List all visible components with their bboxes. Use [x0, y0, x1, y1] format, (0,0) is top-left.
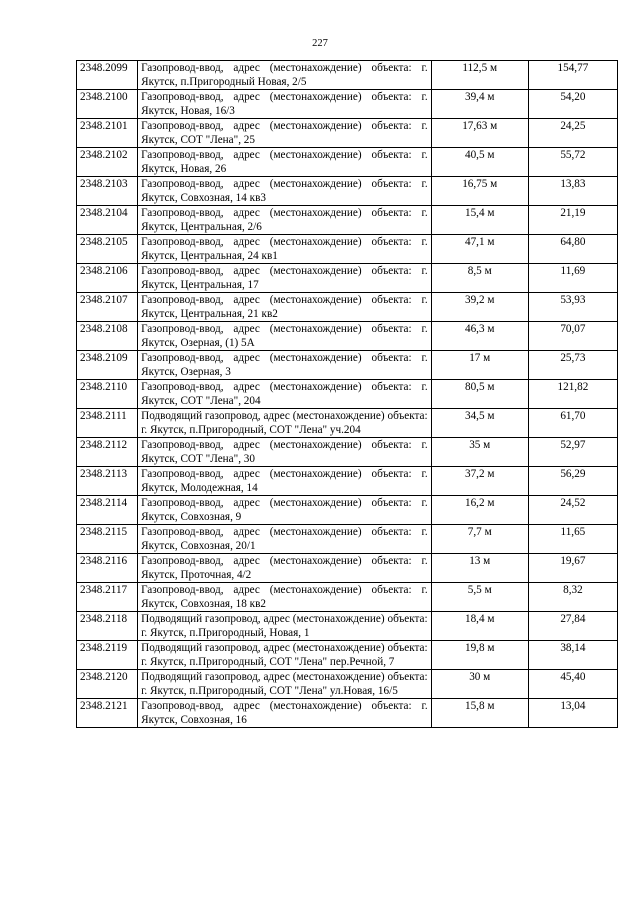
row-number-cell: 2348.2109	[77, 351, 138, 380]
row-description-cell: Газопровод-ввод, адрес (местонахождение) объекта: г. Якутск, Новая, 26	[138, 148, 432, 177]
row-value-cell: 19,67	[528, 554, 617, 583]
row-description-cell: Газопровод-ввод, адрес (местонахождение) объекта: г. Якутск, Центральная, 17	[138, 264, 432, 293]
row-value-cell: 11,69	[528, 264, 617, 293]
row-value-cell: 24,52	[528, 496, 617, 525]
table-row	[77, 61, 618, 90]
table-row	[77, 177, 618, 206]
table-row	[77, 583, 618, 612]
row-length-cell: 19,8 м	[431, 641, 528, 670]
row-number-cell: 2348.2114	[77, 496, 138, 525]
row-number-cell: 2348.2101	[77, 119, 138, 148]
row-number-cell: 2348.2118	[77, 612, 138, 641]
row-length-cell: 13 м	[431, 554, 528, 583]
row-description-cell: Газопровод-ввод, адрес (местонахождение) объекта: г. Якутск, Совхозная, 9	[138, 496, 432, 525]
row-number-cell: 2348.2116	[77, 554, 138, 583]
row-length-cell: 15,4 м	[431, 206, 528, 235]
table-row	[77, 496, 618, 525]
row-length-cell: 5,5 м	[431, 583, 528, 612]
row-value-cell: 21,19	[528, 206, 617, 235]
row-value-cell: 45,40	[528, 670, 617, 699]
table-row	[77, 206, 618, 235]
table-row	[77, 322, 618, 351]
row-description-cell: Газопровод-ввод, адрес (местонахождение) объекта: г. Якутск, СОТ "Лена", 204	[138, 380, 432, 409]
row-value-cell: 55,72	[528, 148, 617, 177]
table-row	[77, 119, 618, 148]
row-number-cell: 2348.2111	[77, 409, 138, 438]
row-value-cell: 13,04	[528, 699, 617, 728]
row-value-cell: 13,83	[528, 177, 617, 206]
row-value-cell: 8,32	[528, 583, 617, 612]
row-number-cell: 2348.2120	[77, 670, 138, 699]
table-row	[77, 293, 618, 322]
table-row	[77, 612, 618, 641]
row-number-cell: 2348.2115	[77, 525, 138, 554]
row-number-cell: 2348.2100	[77, 90, 138, 119]
registry-table	[76, 60, 618, 728]
row-length-cell: 47,1 м	[431, 235, 528, 264]
row-length-cell: 18,4 м	[431, 612, 528, 641]
row-number-cell: 2348.2121	[77, 699, 138, 728]
row-length-cell: 7,7 м	[431, 525, 528, 554]
row-description-cell: Подводящий газопровод, адрес (местонахождение) объекта: г. Якутск, п.Пригородный, СОТ "Лена" ул.Новая, 16/5	[138, 670, 432, 699]
row-value-cell: 11,65	[528, 525, 617, 554]
row-length-cell: 16,75 м	[431, 177, 528, 206]
row-number-cell: 2348.2102	[77, 148, 138, 177]
row-description-cell: Газопровод-ввод, адрес (местонахождение) объекта: г. Якутск, Молодежная, 14	[138, 467, 432, 496]
row-number-cell: 2348.2107	[77, 293, 138, 322]
row-value-cell: 56,29	[528, 467, 617, 496]
row-number-cell: 2348.2112	[77, 438, 138, 467]
row-value-cell: 154,77	[528, 61, 617, 90]
row-value-cell: 54,20	[528, 90, 617, 119]
row-description-cell: Подводящий газопровод, адрес (местонахождение) объекта: г. Якутск, п.Пригородный, СОТ "Лена" уч.204	[138, 409, 432, 438]
row-description-cell: Газопровод-ввод, адрес (местонахождение) объекта: г. Якутск, Новая, 16/3	[138, 90, 432, 119]
table-row	[77, 699, 618, 728]
row-length-cell: 80,5 м	[431, 380, 528, 409]
row-description-cell: Газопровод-ввод, адрес (местонахождение) объекта: г. Якутск, Совхозная, 20/1	[138, 525, 432, 554]
table-row	[77, 525, 618, 554]
row-length-cell: 34,5 м	[431, 409, 528, 438]
row-length-cell: 46,3 м	[431, 322, 528, 351]
row-description-cell: Газопровод-ввод, адрес (местонахождение) объекта: г. Якутск, Центральная, 2/6	[138, 206, 432, 235]
row-description-cell: Газопровод-ввод, адрес (местонахождение) объекта: г. Якутск, Совхозная, 14 кв3	[138, 177, 432, 206]
row-length-cell: 15,8 м	[431, 699, 528, 728]
row-description-cell: Подводящий газопровод, адрес (местонахождение) объекта: г. Якутск, п.Пригородный, СОТ "Лена" пер.Речной, 7	[138, 641, 432, 670]
registry-table-body	[77, 61, 618, 728]
page-number: 227	[312, 38, 328, 49]
row-length-cell: 8,5 м	[431, 264, 528, 293]
row-length-cell: 40,5 м	[431, 148, 528, 177]
row-description-cell: Газопровод-ввод, адрес (местонахождение) объекта: г. Якутск, Озерная, (1) 5А	[138, 322, 432, 351]
row-number-cell: 2348.2117	[77, 583, 138, 612]
table-row	[77, 235, 618, 264]
row-number-cell: 2348.2099	[77, 61, 138, 90]
table-row	[77, 351, 618, 380]
row-length-cell: 39,2 м	[431, 293, 528, 322]
table-row	[77, 409, 618, 438]
table-row	[77, 380, 618, 409]
row-value-cell: 25,73	[528, 351, 617, 380]
row-value-cell: 64,80	[528, 235, 617, 264]
row-description-cell: Подводящий газопровод, адрес (местонахождение) объекта: г. Якутск, п.Пригородный, Новая, 1	[138, 612, 432, 641]
row-value-cell: 61,70	[528, 409, 617, 438]
row-number-cell: 2348.2108	[77, 322, 138, 351]
table-row	[77, 641, 618, 670]
row-length-cell: 35 м	[431, 438, 528, 467]
row-value-cell: 53,93	[528, 293, 617, 322]
row-description-cell: Газопровод-ввод, адрес (местонахождение) объекта: г. Якутск, СОТ "Лена", 30	[138, 438, 432, 467]
table-row	[77, 670, 618, 699]
row-value-cell: 24,25	[528, 119, 617, 148]
row-description-cell: Газопровод-ввод, адрес (местонахождение) объекта: г. Якутск, Центральная, 21 кв2	[138, 293, 432, 322]
table-row	[77, 264, 618, 293]
row-value-cell: 38,14	[528, 641, 617, 670]
row-length-cell: 112,5 м	[431, 61, 528, 90]
row-description-cell: Газопровод-ввод, адрес (местонахождение) объекта: г. Якутск, СОТ "Лена", 25	[138, 119, 432, 148]
row-description-cell: Газопровод-ввод, адрес (местонахождение) объекта: г. Якутск, Совхозная, 18 кв2	[138, 583, 432, 612]
row-length-cell: 30 м	[431, 670, 528, 699]
row-number-cell: 2348.2103	[77, 177, 138, 206]
row-length-cell: 17,63 м	[431, 119, 528, 148]
row-length-cell: 37,2 м	[431, 467, 528, 496]
row-number-cell: 2348.2104	[77, 206, 138, 235]
table-row	[77, 148, 618, 177]
row-length-cell: 16,2 м	[431, 496, 528, 525]
row-description-cell: Газопровод-ввод, адрес (местонахождение) объекта: г. Якутск, Озерная, 3	[138, 351, 432, 380]
row-value-cell: 27,84	[528, 612, 617, 641]
row-number-cell: 2348.2110	[77, 380, 138, 409]
row-number-cell: 2348.2113	[77, 467, 138, 496]
row-value-cell: 121,82	[528, 380, 617, 409]
row-value-cell: 52,97	[528, 438, 617, 467]
row-number-cell: 2348.2106	[77, 264, 138, 293]
table-row	[77, 90, 618, 119]
row-description-cell: Газопровод-ввод, адрес (местонахождение) объекта: г. Якутск, п.Пригородный Новая, 2/5	[138, 61, 432, 90]
row-number-cell: 2348.2105	[77, 235, 138, 264]
row-description-cell: Газопровод-ввод, адрес (местонахождение) объекта: г. Якутск, Совхозная, 16	[138, 699, 432, 728]
table-row	[77, 467, 618, 496]
row-number-cell: 2348.2119	[77, 641, 138, 670]
row-description-cell: Газопровод-ввод, адрес (местонахождение) объекта: г. Якутск, Проточная, 4/2	[138, 554, 432, 583]
row-value-cell: 70,07	[528, 322, 617, 351]
row-description-cell: Газопровод-ввод, адрес (местонахождение) объекта: г. Якутск, Центральная, 24 кв1	[138, 235, 432, 264]
table-row	[77, 554, 618, 583]
row-length-cell: 39,4 м	[431, 90, 528, 119]
row-length-cell: 17 м	[431, 351, 528, 380]
table-row	[77, 438, 618, 467]
